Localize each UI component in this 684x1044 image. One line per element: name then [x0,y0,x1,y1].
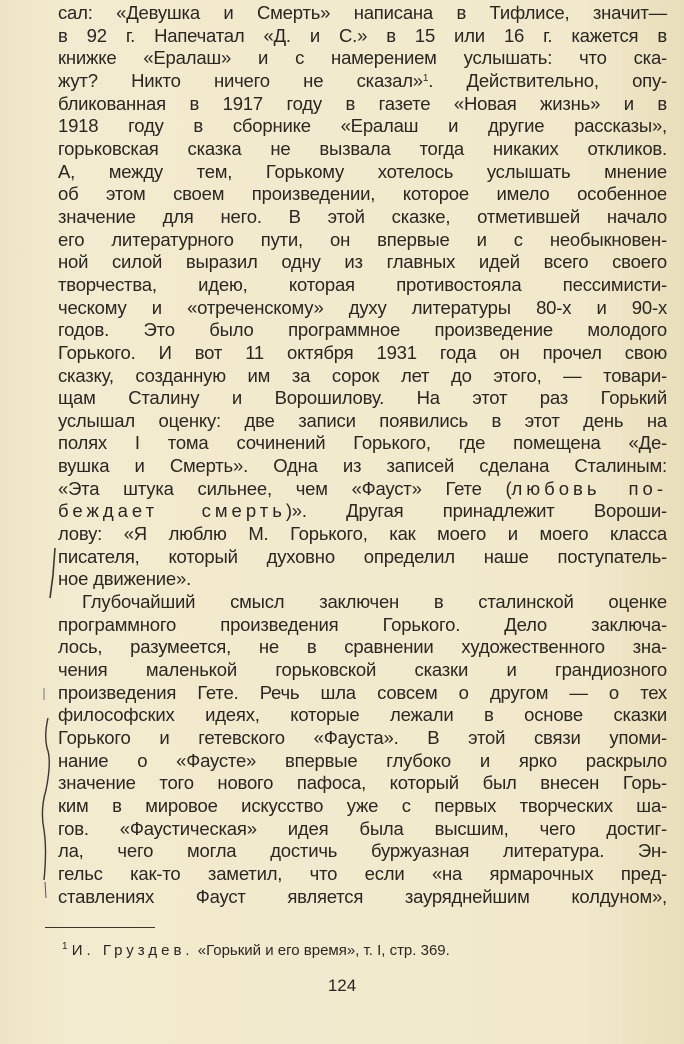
text-line [58,453,667,476]
text-line [58,544,667,567]
text-segment: горьковская сказка не вызвала тогда никаких откликов. [58,137,667,159]
text-line [58,770,667,793]
text-line [58,249,667,272]
text-segment: сказку, созданную им за сорок лет до этого, — товари- [58,364,667,386]
text-segment: ким в мировое искусство уже с первых творческих ша- [58,794,667,816]
text-line [58,340,667,363]
footnote-reference: 1 [422,72,429,84]
text-segment: гельс как-то заметил, что если «на ярмарочных пред- [58,862,667,884]
text-segment: услышал оценку: две записи появились в этот день на [58,409,667,431]
text-line [58,113,667,136]
text-segment: любовь по- [511,477,667,499]
text-segment: значение для него. В этой сказке, отметившей начало [58,205,667,227]
text-line [58,227,667,250]
text-segment: вушка и Смерть». Одна из записей сделана Сталиным: [58,455,667,477]
text-line [58,838,667,861]
text-segment: нание о «Фаусте» впервые глубоко и ярко раскрыло [58,749,667,771]
text-line [58,91,667,114]
text-line [58,702,667,725]
text-segment: писателя, который духовно определил наше поступатель- [58,545,667,567]
text-segment: книжке «Ералаш» и с намерением услышать: что ска- [58,47,667,69]
text-segment: в 92 г. Напечатал «Д. и С.» в 15 или 16 г. кажется в [58,24,667,46]
text-segment: ческому и «отреченскому» духу литературы 80-х и 90-х [58,296,667,318]
text-line [58,748,667,771]
text-segment: 1918 году в сборнике «Ералаш и другие рассказы», [58,115,667,137]
text-segment: «Эта штука сильнее, чем «Фауст» Гете ( [58,477,512,499]
text-segment: гов. «Фаустическая» идея была высшим, чего достиг- [58,817,667,839]
footnote-mark: 1 [62,941,68,952]
text-line [58,408,667,431]
text-segment: полях I тома сочинений Горького, где помещена «Де- [58,432,667,454]
text-line [58,861,667,884]
text-segment: лову: «Я люблю М. Горького, как моего и моего класса [58,523,667,545]
footnote-author: И. Груздев. [71,942,194,959]
text-line [58,181,667,204]
text-line [58,521,667,544]
text-segment: об этом своем произведении, которое имело особенное [58,183,667,205]
text-line [58,634,667,657]
text-line [58,476,667,499]
text-line [58,793,667,816]
text-segment: его литературного пути, он впервые и с необыкновен- [58,228,667,250]
text-segment: жут? Никто ничего не сказал» [58,69,423,91]
text-segment: творчества, идею, которая противостояла пессимисти- [58,273,667,295]
text-line [58,385,667,408]
text-line [58,45,667,68]
footnote [62,942,450,959]
text-segment: ной силой выразил одну из главных идей всего своего [58,251,667,273]
text-line [58,23,667,46]
text-line [58,68,667,91]
text-segment: )». Другая принадлежит Вороши- [285,500,668,522]
text-segment: ное движение». [58,568,192,590]
text-segment: Горького. И вот 11 октября 1931 года он прочел свою [58,341,667,363]
text-line [58,136,667,159]
text-segment: бликованная в 1917 году в газете «Новая жизнь» и в [58,92,667,114]
text-segment: ла, чего могла достичь буржуазная литература. Эн- [58,840,667,862]
text-segment: Горького и гетевского «Фауста». В этой связи упоми- [58,727,667,748]
text-line [58,589,667,612]
text-segment: годов. Это было программное произведение молодого [58,319,667,341]
text-segment: ставлениях Фауст является зауряднейшим колдуном», [58,885,667,907]
text-line [58,295,667,318]
text-line [58,612,667,635]
text-segment: чения маленькой горьковской сказки и грандиозного [58,659,667,681]
text-line [58,566,667,589]
text-segment: философских идеях, которые лежали в основе сказки [58,704,667,726]
footnote-source: «Горький и его время», т. I, стр. 369. [197,942,450,959]
text-line [58,430,667,453]
text-line [58,272,667,295]
text-segment: Глубочайший смысл заключен в сталинской оценке [82,591,667,613]
text-line [58,816,667,839]
text-line [58,680,667,703]
footnote-divider [45,927,155,928]
text-segment: значение того нового пафоса, который был внесен Горь- [58,772,667,794]
text-segment: программного произведения Горького. Дело заключа- [58,613,667,635]
text-line [58,0,667,23]
page-number: 124 [327,976,357,995]
text-segment: щам Сталину и Ворошилову. На этот раз Горький [58,387,667,409]
text-line [58,363,667,386]
text-segment: лось, разумеется, не в сравнении художественного зна- [58,636,667,658]
text-line [58,725,667,748]
text-segment: беждает смерть [58,500,286,522]
text-segment: произведения Гете. Речь шла совсем о другом — о тех [58,681,667,703]
text-segment: . Действительно, опу- [428,69,667,91]
text-segment: сал: «Девушка и Смерть» написана в Тифлисе, значит— [58,2,667,23]
text-line [58,204,667,227]
text-line [58,657,667,680]
text-line [58,317,667,340]
text-line [58,498,667,521]
body-text [58,0,667,906]
text-line [58,159,667,182]
text-segment: А, между тем, Горькому хотелось услышать мнение [58,160,667,182]
text-line [58,884,667,907]
